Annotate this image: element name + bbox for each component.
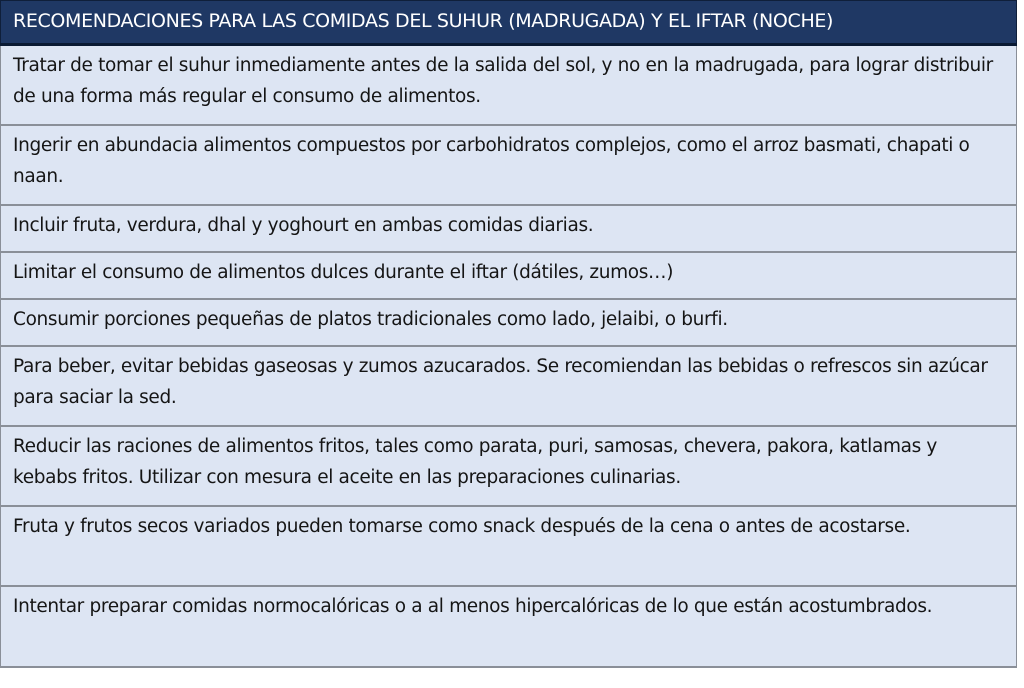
table-row (1, 125, 1017, 205)
table-header-row (1, 1, 1017, 45)
table-row (1, 586, 1017, 667)
recommendation-calories: Intentar preparar comidas normocalóricas o a al menos hipercalóricas de lo que están acostumbrados. (1, 586, 1017, 667)
recommendation-fried-foods: Reducir las raciones de alimentos fritos, tales como parata, puri, samosas, chevera, pakora, katlamas y kebabs fritos. Utilizar con mesura el aceite en las preparaciones culinarias. (1, 426, 1017, 506)
table-row (1, 252, 1017, 299)
recommendation-snacks: Fruta y frutos secos variados pueden tomarse como snack después de la cena o antes de acostarse. (1, 506, 1017, 586)
table-row (1, 299, 1017, 346)
table-row (1, 506, 1017, 586)
recommendation-suhur-timing: Tratar de tomar el suhur inmediamente antes de la salida del sol, y no en la madrugada, para lograr distribuir de una forma más regular el consumo de alimentos. (1, 45, 1017, 125)
recommendation-complex-carbs: Ingerir en abundacia alimentos compuestos por carbohidratos complejos, como el arroz basmati, chapati o naan. (1, 125, 1017, 205)
table-row (1, 205, 1017, 252)
table-row (1, 346, 1017, 426)
recommendation-fruit-vegetables: Incluir fruta, verdura, dhal y yoghourt en ambas comidas diarias. (1, 205, 1017, 252)
table-header: RECOMENDACIONES PARA LAS COMIDAS DEL SUHUR (MADRUGADA) Y EL IFTAR (NOCHE) (1, 1, 1017, 45)
table-row (1, 45, 1017, 125)
recommendation-limit-sweets: Limitar el consumo de alimentos dulces durante el iftar (dátiles, zumos…) (1, 252, 1017, 299)
recommendation-small-portions: Consumir porciones pequeñas de platos tradicionales como lado, jelaibi, o burfi. (1, 299, 1017, 346)
recommendation-drinks: Para beber, evitar bebidas gaseosas y zumos azucarados. Se recomiendan las bebidas o refrescos sin azúcar para saciar la sed. (1, 346, 1017, 426)
table-row (1, 426, 1017, 506)
